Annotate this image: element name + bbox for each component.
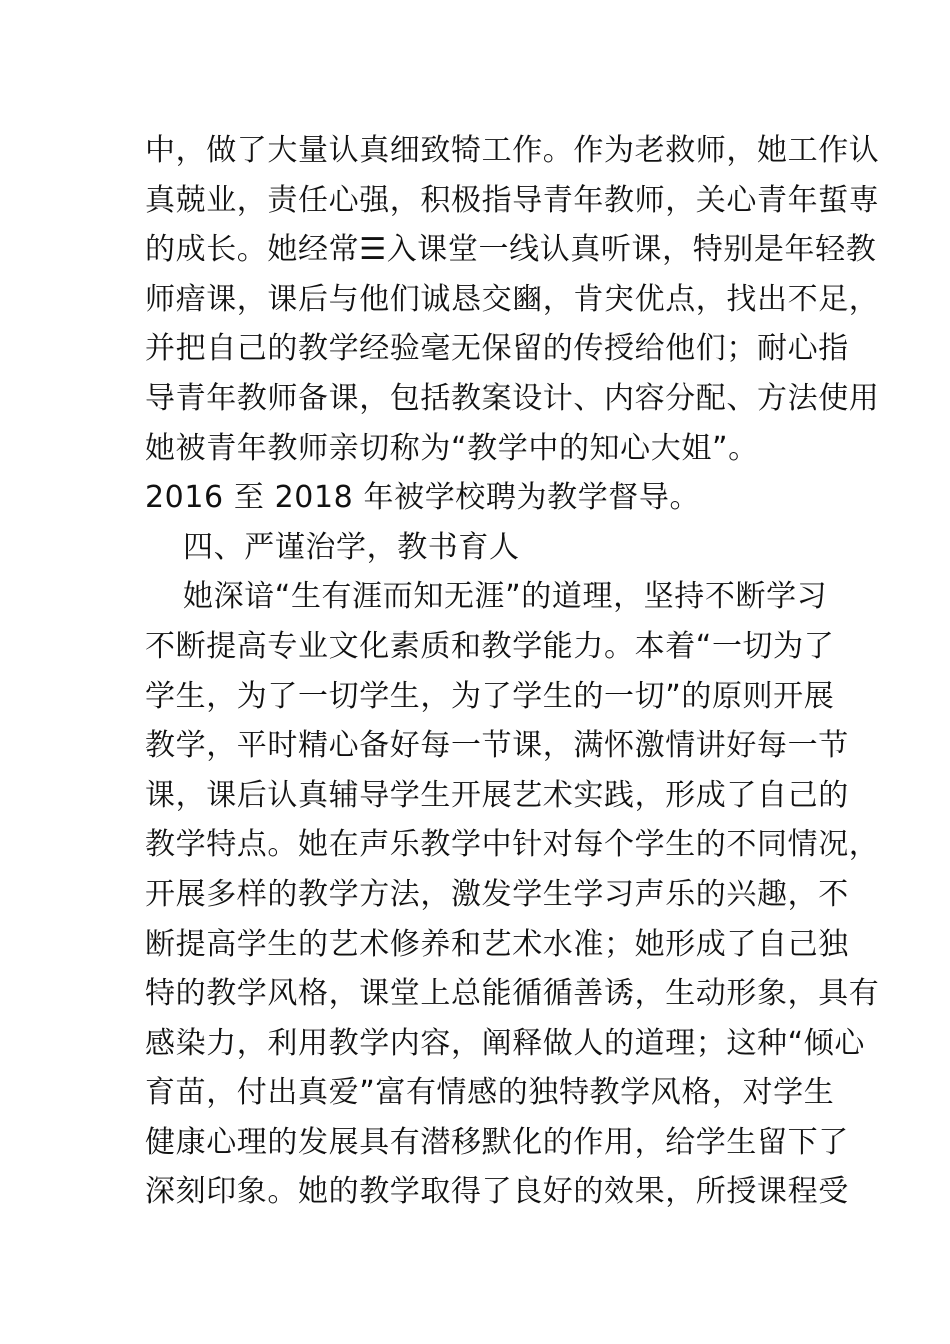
text-line: 深刻印象。她的教学取得了良好的效果，所授课程受 [145,1174,849,1210]
text-line: 她深谙“生有涯而知无涯”的道理，坚持不断学习 [183,579,828,615]
document-body [145,126,880,1217]
text-line: 不断提高专业文化素质和教学能力。本着“一切为了 [145,628,835,664]
text-line: 的成长。她经常☰入课堂一线认真听课，特别是年轻教 [145,232,877,268]
text-line: 教学，平时精心备好每一节课，满怀激情讲好每一节 [145,728,849,764]
text-line: 育苗，付出真爱”富有情感的独特教学风格，对学生 [145,1075,835,1111]
text-line: 感染力，利用教学内容，阐释做人的道理；这种“倾心 [145,1025,865,1061]
text-line: 健康心理的发展具有潜移默化的作用，给学生留下了 [145,1124,849,1160]
text-line: 2016 至 2018 年被学校聘为教学督导。 [145,480,701,516]
text-line: 真兢业，责任心强，积极指导青年教师，关心青年蜇専 [145,182,880,218]
text-line: 中，做了大量认真细致犄工作。作为老救师，她工作认 [145,133,880,168]
text-line: 并把自己的教学经验毫无保留的传授给他们；耐心指 [145,331,849,367]
text-line: 学生，为了一切学生，为了学生的一切”的原则开展 [145,678,835,714]
text-line: 导青年教师备课，包括教案设计、内容分配、方法使用 [145,380,880,416]
text-line: 断提高学生的艺术修养和艺术水准；她形成了自己独 [145,926,849,962]
text-line: 师瘖课，课后与他们诚恳交豳，肯宊优点，找出不足， [145,281,880,317]
text-line: 教学特点。她在声乐教学中针对每个学生的不同情况， [145,827,880,863]
section-heading: 四、严谨治学，教书育人 [183,529,520,565]
text-line: 课，课后认真辅导学生开展艺术实践，形成了自己的 [145,777,849,813]
text-line: 她被青年教师亲切称为“教学中的知心大姐”。 [145,430,759,466]
text-line: 特的教学风格，课堂上总能循循善诱，生动形象，具有 [145,976,880,1012]
text-line: 开展多样的教学方法，激发学生学习声乐的兴趣，不 [145,876,849,912]
